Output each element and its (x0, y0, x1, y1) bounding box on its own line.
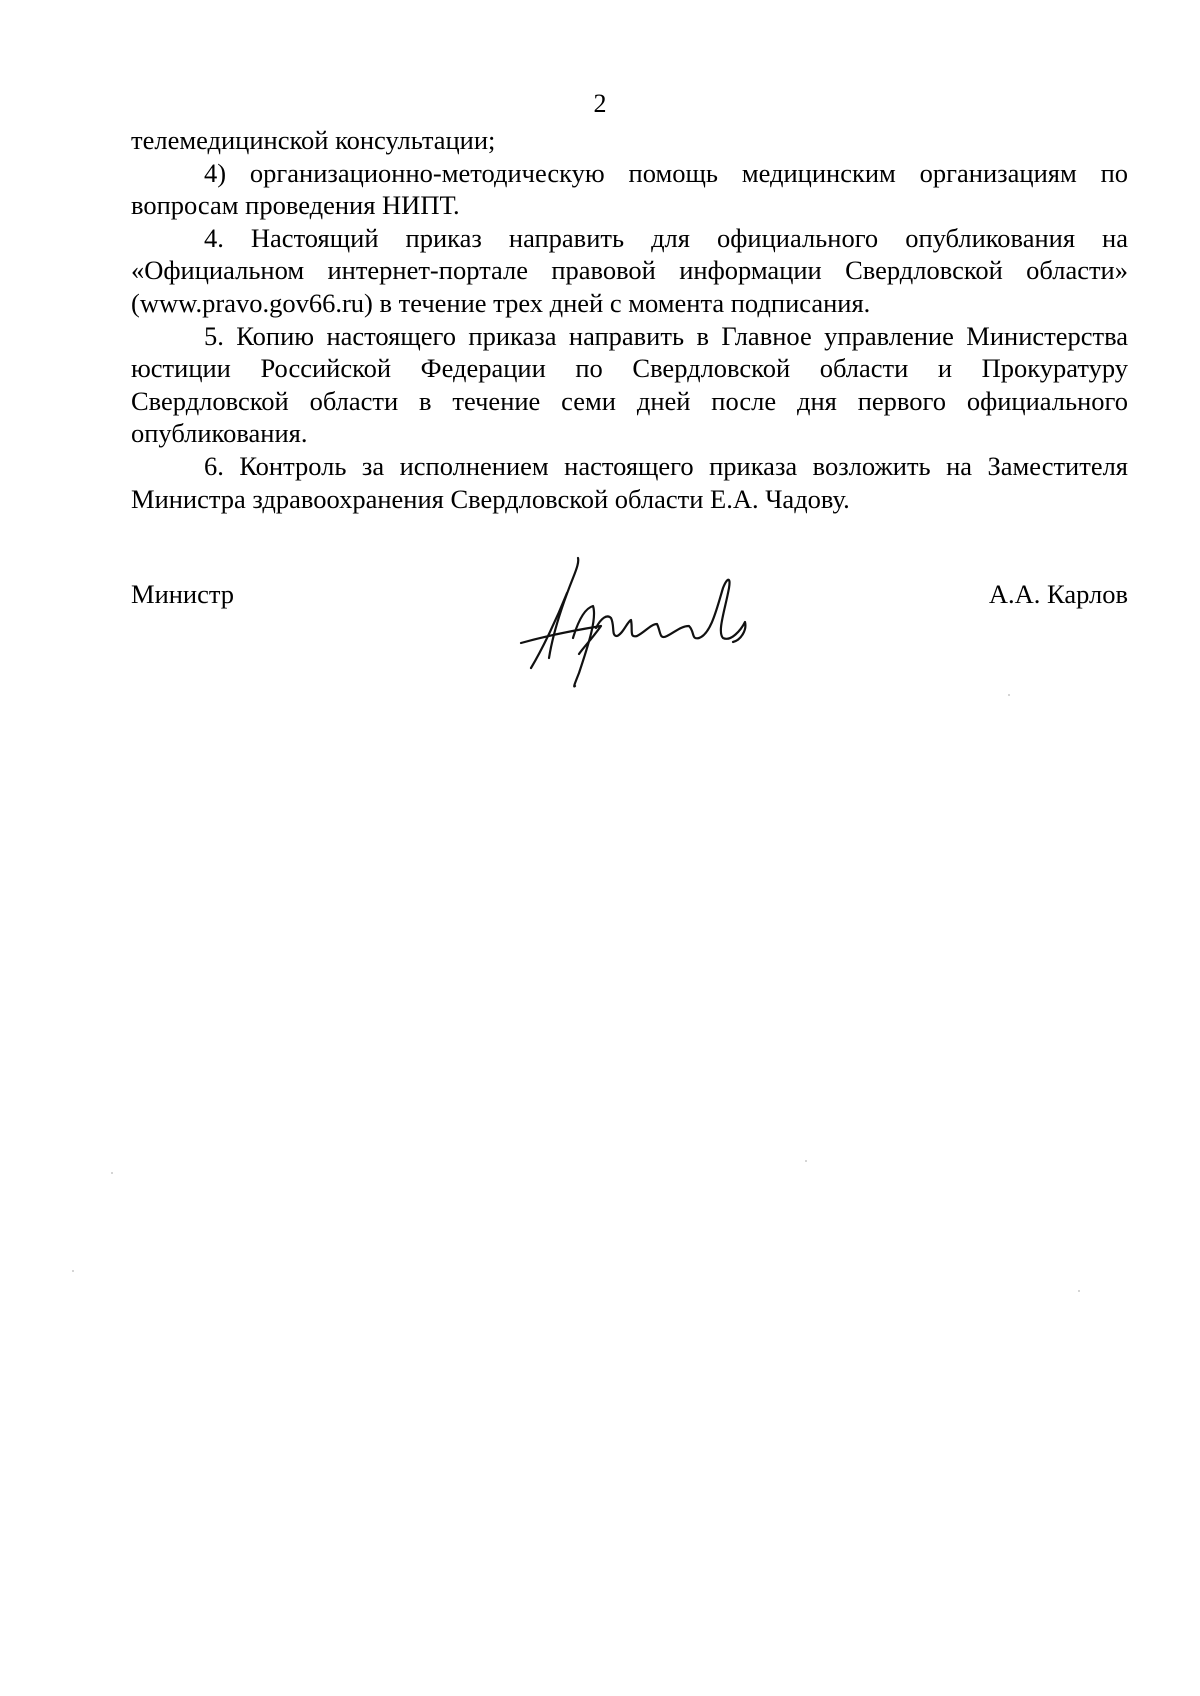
signer-title: Министр (131, 579, 235, 609)
page-number: 2 (593, 89, 607, 118)
document-body (131, 124, 1128, 515)
signature-block (131, 578, 1128, 698)
scan-speck (1008, 694, 1010, 696)
scan-speck (805, 1160, 807, 1162)
paragraph-item-4: 4. Настоящий приказ направить для официального опубликования на «Официальном интернет-портале правовой информации Свердловской области» (www.pravo.gov66.ru) в течение трех дней с момента подписания. (131, 222, 1128, 318)
paragraph-item-5: 5. Копию настоящего приказа направить в Главное управление Министерства юстиции Российской Федерации по Свердловской области и Прокуратуру Свердловской области в течение семи дней после дня первого официального опубликования. (131, 320, 1128, 449)
paragraph-item-4-subpoint: 4) организационно-методическую помощь медицинским организациям по вопросам проведения НИПТ. (131, 157, 1128, 221)
scan-speck (1078, 1290, 1080, 1292)
scan-speck (111, 1172, 113, 1174)
handwritten-signature (461, 548, 861, 698)
scan-speck (72, 1270, 74, 1272)
signer-name: А.А. Карлов (988, 579, 1128, 609)
paragraph-continuation: телемедицинской консультации; (131, 125, 496, 155)
paragraph-item-6: 6. Контроль за исполнением настоящего приказа возложить на Заместителя Министра здравоохранения Свердловской области Е.А. Чадову. (131, 450, 1128, 514)
